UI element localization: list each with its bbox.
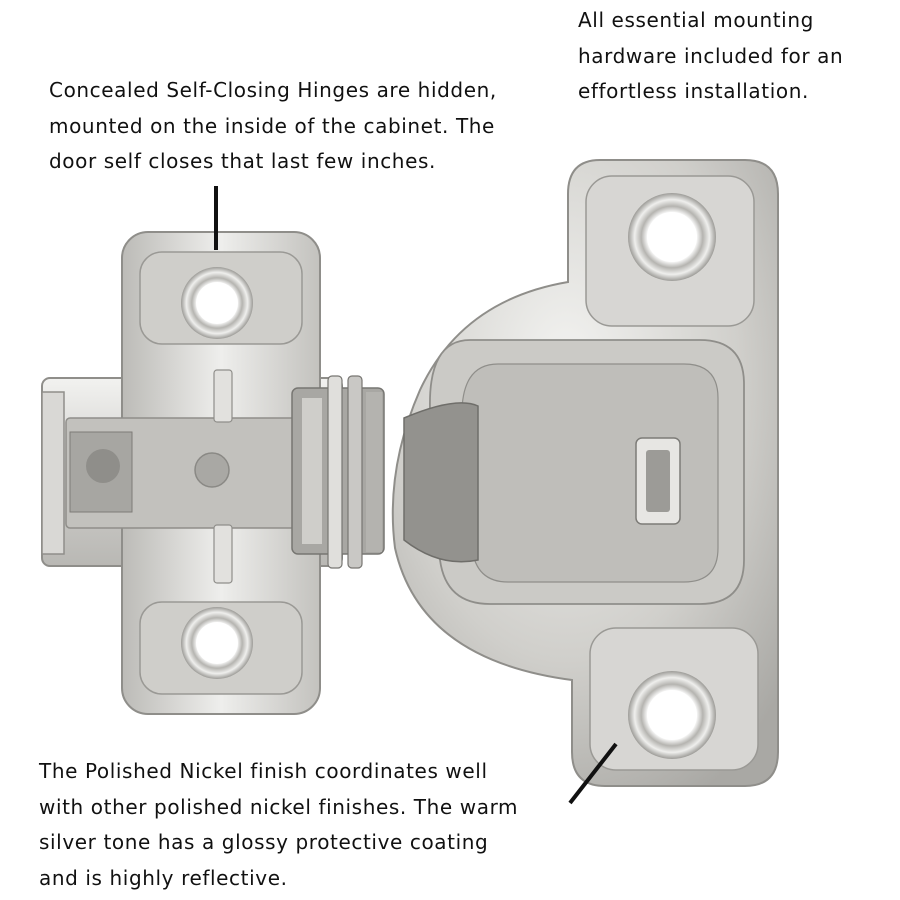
callout-line: mounted on the inside of the cabinet. The xyxy=(49,113,495,138)
door-cup-plate xyxy=(393,160,778,786)
callout-line: All essential mounting xyxy=(578,8,814,32)
mounting-hardware-callout xyxy=(578,3,843,110)
polished-nickel-callout xyxy=(39,754,518,896)
callout-line: and is highly reflective. xyxy=(39,865,288,890)
callout-line: hardware included for an xyxy=(578,43,844,68)
callout-line: effortless installation. xyxy=(578,79,809,103)
hinge-arm xyxy=(292,376,384,568)
plate-screw-hole-top xyxy=(181,267,253,339)
concealed-hinges-callout xyxy=(49,73,497,180)
callout-line: door self closes that last few inches. xyxy=(49,149,436,173)
cup-screw-hole-bottom xyxy=(628,671,716,759)
plate-screw-hole-bottom xyxy=(181,607,253,679)
callout-line: with other polished nickel finishes. The warm xyxy=(39,794,519,819)
callout-line: The Polished Nickel finish coordinates well xyxy=(39,759,488,783)
callout-line: silver tone has a glossy protective coating xyxy=(39,830,489,854)
cup-screw-hole-top xyxy=(628,193,716,281)
callout-line: Concealed Self-Closing Hinges are hidden, xyxy=(49,78,497,102)
